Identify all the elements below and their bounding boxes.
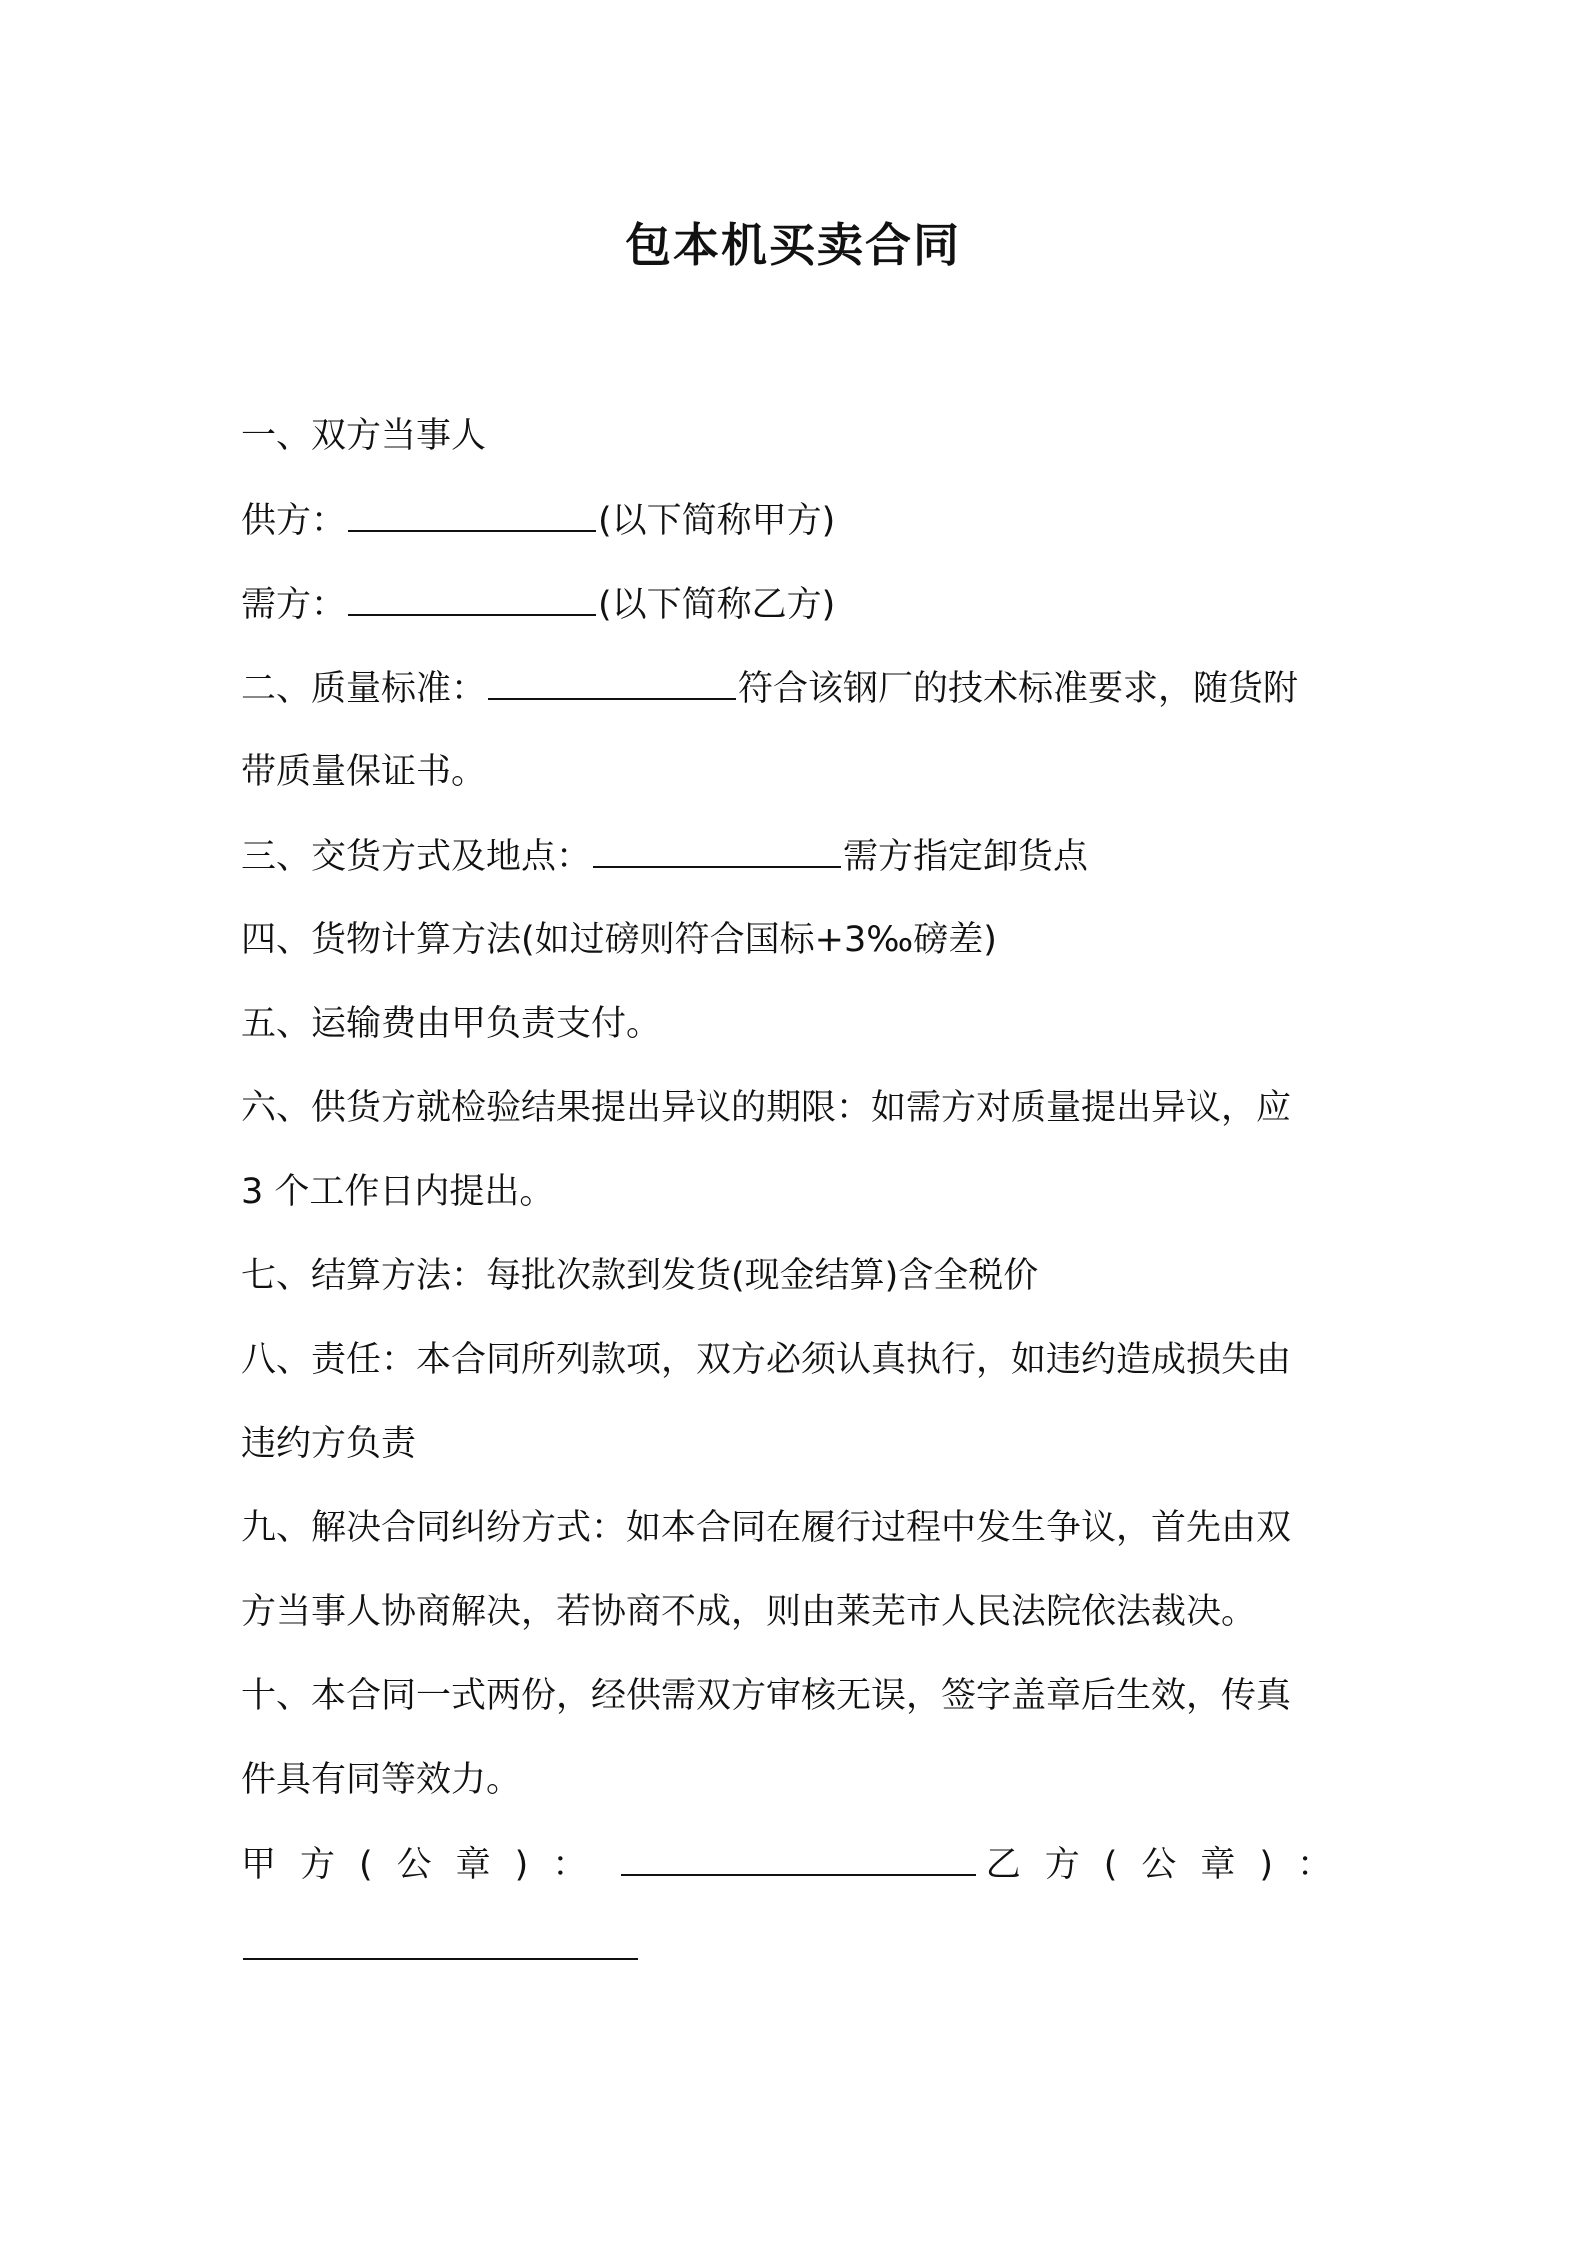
section-2-continuation: 带质量保证书。: [241, 752, 487, 792]
party-a-signature-blank: [621, 1834, 976, 1876]
section-2-line: [241, 658, 1356, 742]
party-b-signature-blank: [243, 1918, 638, 1960]
supplier-blank: [348, 490, 596, 532]
section-5-line: 五、运输费由甲负责支付。: [241, 1004, 662, 1044]
section-3-line: [241, 826, 1356, 910]
section-3-suffix: 需方指定卸货点: [843, 837, 1089, 877]
delivery-blank: [593, 826, 841, 868]
section-10-line-1: 十、本合同一式两份，经供需双方审核无误，签字盖章后生效，传真: [241, 1676, 1292, 1716]
buyer-line: [241, 574, 1356, 658]
party-a-seal-label: 甲方(公章)：: [241, 1845, 612, 1885]
section-8-line-2: 违约方负责: [241, 1424, 417, 1464]
section-9-line-1: 九、解决合同纠纷方式：如本合同在履行过程中发生争议，首先由双: [241, 1508, 1292, 1548]
section-3-prefix: 三、交货方式及地点：: [241, 837, 592, 877]
document-body: [241, 406, 1356, 2002]
supplier-suffix: (以下简称甲方): [598, 501, 836, 541]
section-6-line-1: 六、供货方就检验结果提出异议的期限：如需方对质量提出异议，应: [241, 1088, 1292, 1128]
buyer-blank: [348, 574, 596, 616]
section-4-line: 四、货物计算方法(如过磅则符合国标+3‰磅差): [241, 920, 997, 960]
buyer-label: 需方：: [241, 585, 347, 625]
section-2-prefix: 二、质量标准：: [241, 669, 487, 709]
section-10-line-2: 件具有同等效力。: [241, 1760, 522, 1800]
section-9-line-2: 方当事人协商解决，若协商不成，则由莱芜市人民法院依法裁决。: [241, 1592, 1257, 1632]
document-title: 包本机买卖合同: [625, 218, 961, 272]
section-8-line-1: 八、责任：本合同所列款项，双方必须认真执行，如违约造成损失由: [241, 1340, 1292, 1380]
supplier-line: [241, 490, 1356, 574]
buyer-suffix: (以下简称乙方): [598, 585, 836, 625]
section-6-line-2: 3 个工作日内提出。: [241, 1172, 555, 1212]
section-2-suffix: 符合该钢厂的技术标准要求，随货附: [738, 669, 1299, 709]
section-1-heading: 一、双方当事人: [241, 416, 487, 456]
section-7-line: 七、结算方法：每批次款到发货(现金结算)含全税价: [241, 1256, 1039, 1296]
party-b-signature-line: [241, 1918, 1356, 2002]
party-b-seal-label: 乙方(公章)：: [985, 1845, 1356, 1885]
quality-standard-blank: [488, 658, 736, 700]
signature-row: [241, 1834, 1356, 1918]
supplier-label: 供方：: [241, 501, 347, 541]
